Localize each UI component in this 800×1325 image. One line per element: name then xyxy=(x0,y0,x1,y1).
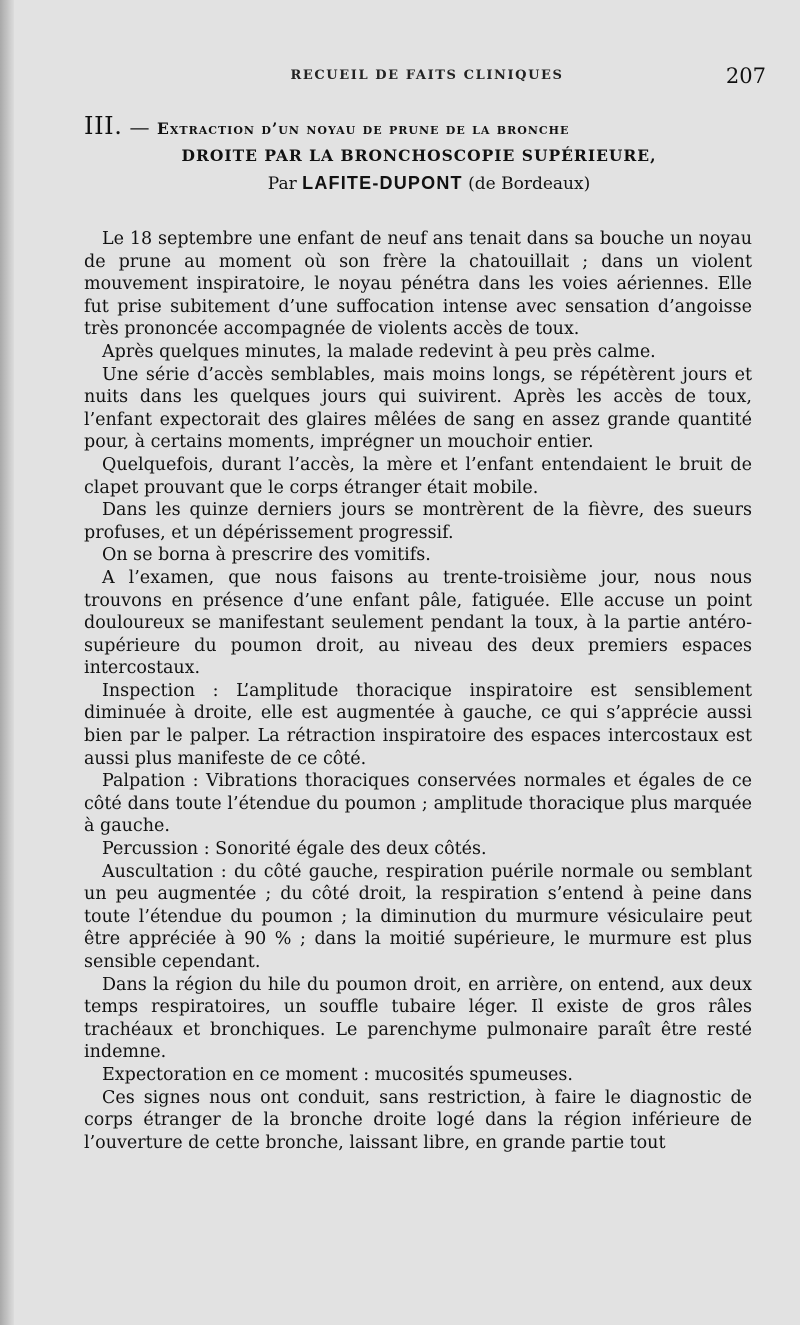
page-number: 207 xyxy=(725,64,766,88)
paragraph: Palpation : Vibrations thoraciques conservées normales et égales de ce côté dans toute l’étendue du poumon ; amplitude thoracique plus marquée à gauche. xyxy=(84,771,752,837)
paragraph: Quelquefois, durant l’accès, la mère et l’enfant entendaient le bruit de clapet prouvant que le corps étranger était mobile. xyxy=(84,454,752,498)
paragraph: On se borna à prescrire des vomitifs. xyxy=(102,545,431,566)
running-head xyxy=(88,64,766,90)
byline-prefix: Par xyxy=(267,174,297,194)
paragraph: Dans la région du hile du poumon droit, en arrière, on entend, aux deux temps respiratoires, un souffle tubaire léger. Il existe de gros râles trachéaux et bronchiques. Le parenchyme pulmonaire paraît être resté indemne. xyxy=(84,974,752,1063)
author-name: LAFITE-DUPONT xyxy=(302,173,463,193)
paragraph: Auscultation : du côté gauche, respiration puérile normale ou semblant un peu augmentée ; du côté droit, la respiration s’entend à peine dans toute l’étendue du poumon ; la diminution du murmure vésiculaire peut être appréciée à 90 % ; dans la moitié supérieure, le murmure est plus sensible cependant. xyxy=(84,861,752,972)
title-dash: — xyxy=(129,115,151,139)
running-head-title: RECUEIL DE FAITS CLINIQUES xyxy=(290,68,564,83)
article-body xyxy=(84,228,752,1154)
article-numeral: III. xyxy=(84,112,123,140)
article-heading xyxy=(84,112,754,194)
paragraph: Une série d’accès semblables, mais moins longs, se répétèrent jours et nuits dans les quelques jours qui suivirent. Après les accès de toux, l’enfant expectorait des glaires mêlées de sang en assez grande quantité pour, à certains moments, imprégner un mouchoir entier. xyxy=(84,364,752,453)
article-title-first-line: Extraction d’un noyau de prune de la bronche xyxy=(157,119,570,138)
page-edge-shadow xyxy=(0,0,14,1325)
paragraph: Le 18 septembre une enfant de neuf ans tenait dans sa bouche un noyau de prune au moment où son frère la chatouillait ; dans un violent mouvement inspiratoire, le noyau pénétra dans les voies aériennes. Elle fut prise subitement d’une suffocation intense avec sensation d’angoisse très prononcée accompagnée de violents accès de toux. xyxy=(84,229,752,340)
paragraph: Inspection : L’amplitude thoracique inspiratoire est sensiblement diminuée à droite, elle est augmentée à gauche, ce qui s’apprécie aussi bien par le palper. La rétraction inspiratoire des espaces intercostaux est aussi plus manifeste de ce côté. xyxy=(84,680,752,769)
author-affiliation: (de Bordeaux) xyxy=(468,174,591,194)
article-title-line-2: DROITE PAR LA BRONCHOSCOPIE SUPÉRIEURE, xyxy=(181,146,657,165)
paragraph: Expectoration en ce moment : mucosités spumeuses. xyxy=(102,1064,573,1085)
article-title-line-1 xyxy=(84,112,754,140)
paragraph: Dans les quinze derniers jours se montrèrent de la fièvre, des sueurs profuses, et un dépérissement progressif. xyxy=(84,500,752,543)
paragraph: A l’examen, que nous faisons au trente-troisième jour, nous nous trouvons en présence d’une enfant pâle, fatiguée. Elle accuse un point douloureux se manifestant seulement pendant la toux, à la partie antéro-supérieure du poumon droit, au niveau des deux premiers espaces intercostaux. xyxy=(84,567,752,679)
byline xyxy=(84,173,754,194)
paragraph: Après quelques minutes, la malade redevint à peu près calme. xyxy=(102,341,656,362)
paragraph: Ces signes nous ont conduit, sans restriction, à faire le diagnostic de corps étranger de la bronche droite logé dans la région inférieure de l’ouverture de cette bronche, laissant libre, en grande partie tout xyxy=(84,1087,752,1153)
paragraph: Percussion : Sonorité égale des deux côtés. xyxy=(102,839,487,860)
